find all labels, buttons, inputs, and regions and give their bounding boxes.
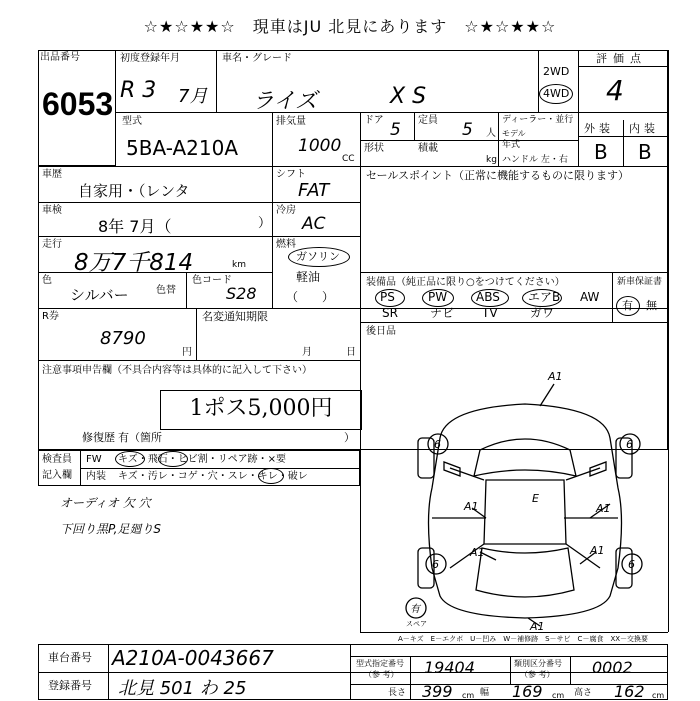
damage-mark: A1: [470, 546, 485, 559]
divider: [38, 202, 360, 203]
usage-label: 車歴: [42, 169, 62, 180]
repair-label: 修復歴: [82, 431, 115, 444]
load-unit: kg: [486, 155, 497, 165]
color-code-value: S28: [226, 284, 257, 303]
divider: [272, 112, 273, 166]
inspection-value: 8年 7月（: [98, 217, 172, 236]
model-year-label1: モデル: [502, 129, 526, 138]
color-label: 色: [42, 275, 52, 286]
inspector-int-text: キズ・汚レ・コゲ・穴・スレ・キレ・破レ: [118, 471, 308, 482]
divider: [216, 50, 217, 112]
divider: [38, 672, 668, 673]
displacement-label: 排気量: [276, 116, 306, 127]
divider: [623, 120, 624, 166]
diagram-legend: A－キズ E－エクボ U－凹み W－補修跡 S－サビ C－腐食 XX－交換要: [398, 635, 649, 643]
lot-label: 出品番号: [40, 52, 80, 63]
inspection-end: ）: [258, 216, 272, 231]
equip-selected-circle: [422, 289, 454, 307]
inspector-label1: 検査員: [42, 454, 72, 465]
type-num-label1: 型式指定番号: [356, 659, 404, 668]
handle-label: ハンドル 左・右: [502, 155, 568, 165]
divider: [578, 50, 579, 166]
load-label: 積載: [418, 143, 438, 154]
divider: [360, 308, 361, 450]
inspector-fw-text: キズ・飛石・ヒビ割・リペア跡・×要: [118, 454, 286, 465]
width-value: 169: [512, 682, 543, 701]
divider: [186, 272, 187, 308]
first-reg-label: 初度登録年月: [120, 53, 180, 64]
divider: [108, 644, 109, 700]
divider: [360, 272, 668, 273]
warranty-label: 新車保証書: [617, 277, 663, 287]
spare-label: スペア: [406, 620, 427, 628]
damage-mark: A1: [590, 544, 605, 557]
divider: [668, 50, 669, 632]
fw-selected-circle: [158, 451, 188, 467]
type-num-label2: （参 考）: [364, 670, 399, 679]
shift-label: シフト: [276, 169, 306, 180]
drive-2wd: 2WD: [543, 65, 570, 78]
spare-mark: 有: [410, 604, 420, 615]
car-diagram: [400, 368, 650, 630]
capacity-value: 5: [462, 120, 473, 140]
tire-mark: 6: [626, 438, 633, 451]
plate-value: 北見 501 わ 25: [118, 678, 247, 699]
displacement-value: 1000: [298, 136, 342, 156]
divider: [360, 166, 361, 308]
divider: [116, 112, 668, 113]
inspector-fw-label: FW: [86, 454, 102, 465]
car-grade-value: X S: [390, 84, 427, 109]
mileage-value: 8万7千814: [74, 250, 194, 276]
usage-value: 自家用・（レンタ: [78, 182, 190, 200]
tire-mark: 6: [432, 558, 439, 571]
car-name-value: ライズ: [252, 89, 318, 114]
divider: [38, 308, 668, 309]
divider: [578, 66, 668, 67]
model-value: 5BA-A210A: [126, 136, 239, 160]
equip-gawa: ガワ: [530, 306, 555, 320]
capacity-unit: 人: [486, 128, 496, 139]
divider: [360, 632, 668, 633]
equip-selected-circle: [522, 289, 562, 307]
notes-label: 注意事項申告欄（不具合内容等は具体的に記入して下さい）: [42, 365, 312, 376]
damage-mark: E: [532, 492, 539, 505]
equip-navi: ナビ: [430, 306, 455, 320]
car-name-label: 車名・グレード: [222, 53, 292, 64]
color-code-label: 色コード: [192, 275, 232, 286]
divider: [538, 50, 539, 112]
divider: [612, 272, 613, 322]
class-num-label2: （参 考）: [520, 670, 555, 679]
color-change-label: 色替: [156, 285, 176, 296]
chassis-label: 車台番号: [48, 651, 92, 664]
displacement-unit: CC: [342, 154, 355, 164]
divider: [350, 656, 668, 657]
equip-selected-circle: [375, 289, 405, 307]
equip-selected-circle: [471, 289, 509, 307]
chassis-value: A210A-0043667: [112, 646, 274, 670]
divider: [196, 308, 197, 360]
class-num-label1: 類別区分番号: [514, 659, 562, 668]
fw-selected-circle: [115, 451, 145, 467]
handwritten-note1: オーディオ 欠 穴: [60, 496, 151, 510]
rating-ext-value: B: [594, 140, 608, 164]
equip-abs: ABS: [476, 290, 500, 304]
capacity-label: 定員: [418, 115, 438, 126]
length-unit: cm: [462, 691, 475, 700]
first-reg-year: R 3: [120, 78, 157, 103]
inspector-label2: 記入欄: [42, 470, 72, 481]
drive-4wd: 4WD: [543, 87, 570, 100]
color-value: シルバー: [70, 286, 129, 304]
inspection-label: 車検: [42, 205, 62, 216]
warranty-no: 無: [646, 299, 657, 312]
rating-ext-label: 外装: [584, 122, 614, 135]
recycle-label: R券: [42, 311, 59, 322]
divider: [414, 112, 415, 140]
divider: [510, 656, 511, 684]
dealer-label: ディーラー・並行: [502, 115, 574, 125]
equip-sr: SR: [382, 306, 398, 320]
ac-value: AC: [302, 214, 326, 234]
divider: [360, 322, 668, 323]
fuel-value2: 軽油: [296, 270, 321, 284]
rating-label: 評価点: [596, 52, 647, 65]
divider: [80, 468, 360, 469]
divider: [498, 112, 499, 166]
int-selected-circle: [258, 468, 284, 484]
equipment-label: 装備品（純正品に限り○をつけてください）: [366, 277, 565, 288]
recycle-unit: 円: [182, 347, 192, 358]
fuel-label: 燃料: [276, 239, 296, 250]
name-change-label: 名変通知期限: [202, 310, 268, 323]
height-unit: cm: [652, 691, 665, 700]
lot-number: 6053: [42, 86, 114, 122]
warranty-selected-circle: [616, 296, 640, 316]
fuel-paren: （ ）: [286, 290, 335, 304]
width-unit: cm: [552, 691, 565, 700]
shift-value: FAT: [298, 180, 330, 201]
name-change-month: 月: [302, 347, 312, 358]
equip-ps: PS: [380, 290, 395, 304]
fuel-value1: ガソリン: [296, 250, 340, 263]
divider: [410, 656, 411, 700]
price-stamp: 1ポス5,000円: [160, 390, 362, 430]
divider: [360, 140, 578, 141]
divider: [360, 450, 361, 632]
type-num-value: 19404: [424, 658, 475, 677]
damage-mark: A1: [530, 620, 545, 630]
divider: [570, 656, 571, 684]
plate-label: 登録番号: [48, 679, 92, 692]
divider: [38, 236, 360, 237]
equip-airbag: エアB: [528, 290, 561, 304]
height-value: 162: [614, 682, 645, 701]
first-reg-month: 7月: [178, 86, 208, 107]
shape-label: 形状: [364, 143, 384, 154]
damage-mark: A1: [596, 502, 611, 515]
rating-int-value: B: [638, 140, 652, 164]
handwritten-note2: 下回り黒P,足廻りS: [60, 522, 162, 536]
repair-end: ）: [344, 431, 355, 444]
width-label: 幅: [480, 688, 490, 698]
model-year-label2: 年式: [502, 140, 521, 150]
equip-pw: PW: [428, 290, 448, 304]
divider: [360, 112, 361, 166]
height-label: 高さ: [574, 688, 593, 698]
banner-title: ☆★☆★★☆ 現車はJU 北見にあります ☆★☆★★☆: [143, 17, 557, 36]
sales-point-label: セールスポイント（正常に機能するものに限ります）: [366, 169, 630, 182]
rating-int-label: 内装: [629, 122, 659, 135]
rear-seat-label: 後日品: [366, 326, 396, 337]
equip-aw: AW: [580, 290, 600, 304]
damage-mark: A1: [464, 500, 479, 513]
tire-mark: 6: [434, 438, 441, 451]
divider: [38, 360, 360, 361]
doors-label: ドア: [364, 115, 384, 126]
repair-value: 有（箇所: [118, 431, 162, 444]
warranty-yes: 有: [622, 299, 633, 312]
equip-tv: TV: [482, 306, 498, 320]
mileage-unit: km: [232, 260, 246, 270]
length-label: 長さ: [388, 688, 407, 698]
mileage-label: 走行: [42, 239, 62, 250]
name-change-day: 日: [346, 347, 356, 358]
damage-mark: A1: [548, 370, 563, 383]
divider: [272, 166, 273, 308]
length-value: 399: [422, 682, 453, 701]
model-label: 型式: [122, 116, 142, 127]
divider: [38, 166, 668, 167]
ac-label: 冷房: [276, 205, 296, 216]
inspector-int-label: 内装: [86, 471, 106, 482]
divider: [350, 644, 351, 700]
doors-value: 5: [390, 120, 401, 140]
tire-mark: 6: [628, 558, 635, 571]
rating-value: 4: [606, 74, 624, 107]
class-num-value: 0002: [592, 658, 633, 677]
recycle-value: 8790: [100, 328, 146, 349]
